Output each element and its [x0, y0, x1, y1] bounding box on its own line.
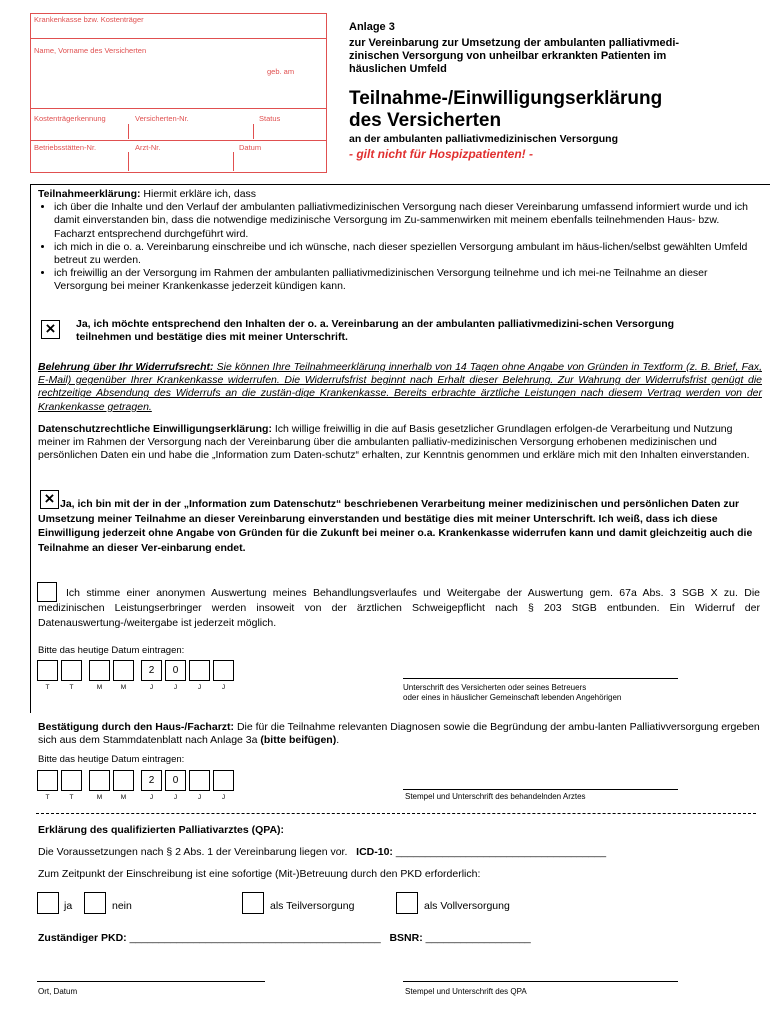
teilnahme-checkbox[interactable]: × [41, 320, 60, 339]
divider [31, 38, 326, 39]
caption-line-2: oder eines in häuslicher Gemeinschaft lebenden Angehörigen [403, 693, 622, 702]
date-digit-box[interactable] [213, 770, 234, 791]
qpa-heading: Erklärung des qualifizierten Palliativarztes (QPA): [38, 824, 285, 836]
versicherten-nr-label: Versicherten-Nr. [135, 114, 189, 123]
date-digit-label: J [149, 794, 154, 801]
date-digit-label: J [173, 684, 178, 691]
nein-checkbox[interactable] [84, 892, 106, 914]
qpa-line-2: Zum Zeitpunkt der Einschreibung ist eine sofortige (Mit-)Betreuung durch den PKD erforderlich: [38, 868, 481, 880]
subtitle: an der ambulanten palliativmedizinischen Versorgung [349, 133, 618, 145]
insurance-card-form [30, 13, 327, 173]
anlage-number: Anlage 3 [349, 21, 395, 33]
widerruf-text: Sie können Ihre Teilnahmeerklärung innerhalb von 14 Tagen ohne Angabe von Gründen in Textform (z. B. Brief, Fax, E-Mail) gegenüber Ihrer Krankenkasse widerrufen. Die Widerrufsfrist beginnt nach Erhalt dieser Belehrung. Zur Wahrung der Widerrufsfrist genügt die rechtzeitige Absendung des Widerrufs an die zustän-dige Krankenkasse. Bereits erbrachte ärztliche Leistungen nach diesem Vertrag werden von der Krankenkasse getragen. [38, 361, 762, 413]
datenschutz-section [38, 423, 762, 463]
pkd-field[interactable]: ___________________________________________ [129, 932, 381, 944]
qpa-line-1 [38, 846, 606, 859]
datenschutz-checkbox[interactable]: × [40, 490, 59, 509]
date-digit-label: M [120, 794, 127, 801]
date-digit-box[interactable] [189, 660, 210, 681]
qpa-voraussetzungen: Die Voraussetzungen nach § 2 Abs. 1 der Vereinbarung liegen vor. [38, 846, 348, 858]
date-digit-label: J [197, 794, 202, 801]
pkd-row [38, 932, 531, 945]
ja-label: ja [64, 900, 73, 912]
geb-label: geb. am [267, 67, 295, 76]
ort-datum-label: Ort, Datum [38, 987, 78, 996]
date-digit-box[interactable] [61, 770, 82, 791]
signature-caption-patient [403, 683, 621, 703]
divider [128, 152, 129, 171]
date-digit-box[interactable] [113, 770, 134, 791]
dashed-separator [36, 813, 756, 814]
teilnahme-heading: Teilnahmeerklärung: [38, 188, 141, 200]
date-digit-label: J [173, 794, 178, 801]
kostentraeger-label: Kostenträgerkennung [34, 114, 106, 123]
widerruf-heading: Belehrung über Ihr Widerrufsrecht: [38, 361, 214, 373]
divider [128, 124, 129, 139]
date-digit-label: T [45, 794, 50, 801]
date-digit-box[interactable] [89, 770, 110, 791]
date-digit-label: J [221, 684, 226, 691]
qpa-signature-label: Stempel und Unterschrift des QPA [405, 987, 527, 996]
arzt-nr-label: Arzt-Nr. [135, 143, 161, 152]
pkd-label: Zuständiger PKD: [38, 932, 127, 944]
anlage-desc-1: zur Vereinbarung zur Umsetzung der ambulanten palliativmedi- [349, 37, 680, 49]
date-digit-box[interactable] [61, 660, 82, 681]
name-label: Name, Vorname des Versicherten [34, 46, 147, 55]
widerruf-section [38, 361, 762, 414]
icd-field[interactable]: ____________________________________ [395, 846, 607, 858]
vollversorgung-label: als Vollversorgung [424, 900, 510, 912]
date-digit-label: J [149, 684, 154, 691]
date-digit-box[interactable]: 0 [165, 770, 186, 791]
signature-line-patient[interactable] [403, 678, 678, 679]
title-line-1: Teilnahme-/Einwilligungserklärung [349, 88, 663, 109]
bsnr-label: BSNR: [389, 932, 423, 944]
vollversorgung-checkbox[interactable] [396, 892, 418, 914]
bsnr-field[interactable]: __________________ [425, 932, 531, 944]
anonym-text: Ich stimme einer anonymen Auswertung meines Behandlungsverlaufes und Weitergabe der Auswertung gem. 67a Abs. 3 SGB X zu. Die medizinischen Leistungserbringer werden insoweit von der ärztlichen Schweigepflicht nach § 203 StGB entbunden. Ein Widerruf der Datenauswertung-/weitergabe ist jederzeit möglich. [38, 587, 760, 629]
title-line-2: des Versicherten [349, 110, 502, 131]
anlage-desc-2: zinischen Versorgung von unheilbar erkrankten Patienten im [349, 50, 667, 62]
datenschutz-heading: Datenschutzrechtliche Einwilligungserklärung: [38, 423, 272, 435]
anlage-header [349, 21, 764, 76]
date-digit-box[interactable] [213, 660, 234, 681]
date-digit-label: J [197, 684, 202, 691]
date-label: Bitte das heutige Datum eintragen: [38, 754, 185, 765]
date-digit-box[interactable] [37, 660, 58, 681]
signature-line-arzt[interactable] [403, 789, 678, 790]
nein-label: nein [112, 900, 132, 912]
teilnahme-bullet: • ich freiwillig an der Versorgung im Rahmen der ambulanten palliativmedizinischen Versorgung teilnehme und ich mei-ne Teilnahme an dieser Versorgung bei meiner Krankenkasse jederzeit kündigen kann. [54, 267, 762, 293]
status-label: Status [259, 114, 281, 123]
hausarzt-text: Die für die Teilnahme relevanten Diagnosen sowie die Begründung der ambu-lanten Palliativversorgung ergeben sich aus dem Stammdatenblatt nach Anlage 3a [38, 721, 760, 747]
datenschutz-text: Ich willige freiwillig in die auf Basis gesetzlicher Grundlagen erfolgen-de Verarbeitung und Nutzung meiner im Rahmen der Versorgung nach der Vereinbarung über die ambulanten palliativ-medizinischen Versorgung erhobenen medizinischen und persönlichen Daten ein und habe die „Information zum Daten-schutz“ erhalten, zur Kenntnis genommen und erkläre mich mit den Inhalten einverstanden. [38, 423, 750, 462]
date-digit-label: M [96, 684, 103, 691]
date-digit-box[interactable]: 2 [141, 660, 162, 681]
caption-line-1: Unterschrift des Versicherten oder seines Betreuers [403, 683, 587, 692]
divider [233, 152, 234, 171]
teilnahme-section [38, 188, 762, 294]
teilnahme-intro: Hiermit erkläre ich, dass [140, 188, 257, 200]
teilversorgung-checkbox[interactable] [242, 892, 264, 914]
divider [31, 140, 326, 141]
date-digit-box[interactable] [113, 660, 134, 681]
qpa-signature-line[interactable] [403, 981, 678, 982]
date-digit-label: T [69, 794, 74, 801]
teilnahme-consent: Ja, ich möchte entsprechend den Inhalten der o. a. Vereinbarung an der ambulanten palliativmedizini-schen Versorgung teilnehmen und bestätige dies mit meiner Unterschrift. [76, 318, 675, 344]
date-digit-label: T [45, 684, 50, 691]
datenschutz-consent: Ja, ich bin mit der in der „Information zum Datenschutz“ beschriebenen Verarbeitung meiner medizinischen und persönlichen Daten zur Umsetzung meiner Teilnahme an dieser Vereinbarung einverstanden und bestätige dies mit meiner Unterschrift. Ich weiß, dass ich diese Einwilligung jederzeit ohne Angabe von Gründen für die Zukunft bei meiner o.a. Krankenkasse widerrufen kann und damit gleichzeitig auch die Teilnahme an dieser Ver-einbarung endet. [38, 498, 753, 554]
teilnahme-bullet: • ich über die Inhalte und den Verlauf der ambulanten palliativmedizinischen Versorgung nach dieser Vereinbarung umfassend informiert wurde und ich damit einverstanden bin, dass die notwendige medizinische Versorgung im Zu-sammenwirken mit meinem ebenfalls teilnehmenden Haus- bzw. Facharzt entsprechend durchgeführt wird. [54, 201, 762, 241]
date-digit-box[interactable] [37, 770, 58, 791]
hausarzt-dot: . [336, 734, 340, 747]
date-digit-box[interactable]: 0 [165, 660, 186, 681]
hausarzt-heading: Bestätigung durch den Haus-/Facharzt: [38, 721, 235, 733]
hausarzt-bold: (bitte beifügen) [260, 734, 337, 747]
ort-datum-line[interactable] [37, 981, 265, 982]
betriebsstaetten-label: Betriebsstätten-Nr. [34, 143, 97, 152]
date-digit-label: M [96, 794, 103, 801]
date-digit-box[interactable]: 2 [141, 770, 162, 791]
krankenkasse-label: Krankenkasse bzw. Kostenträger [34, 15, 144, 24]
datum-label: Datum [239, 143, 262, 152]
date-digit-label: T [69, 684, 74, 691]
icd-label: ICD-10: [356, 846, 393, 858]
date-digit-label: J [221, 794, 226, 801]
date-digit-box[interactable] [89, 660, 110, 681]
hospiz-note: - gilt nicht für Hospizpatienten! - [349, 147, 533, 161]
date-label: Bitte das heutige Datum eintragen: [38, 645, 185, 656]
anlage-desc-3: häuslichen Umfeld [349, 63, 447, 75]
page-title [349, 88, 764, 132]
ja-checkbox[interactable] [37, 892, 59, 914]
teilnahme-bullet: • ich mich in die o. a. Vereinbarung einschreibe und ich wünsche, nach dieser speziellen Versorgung ambulant im häus-lichen/selbst gewählten Umfeld betreut zu werden. [54, 241, 762, 267]
teilversorgung-label: als Teilversorgung [270, 900, 355, 912]
date-digit-label: M [120, 684, 127, 691]
hausarzt-section [38, 721, 760, 747]
divider [253, 124, 254, 139]
date-digit-box[interactable] [189, 770, 210, 791]
signature-caption-arzt: Stempel und Unterschrift des behandelnden Arztes [405, 792, 586, 801]
divider [31, 108, 326, 109]
